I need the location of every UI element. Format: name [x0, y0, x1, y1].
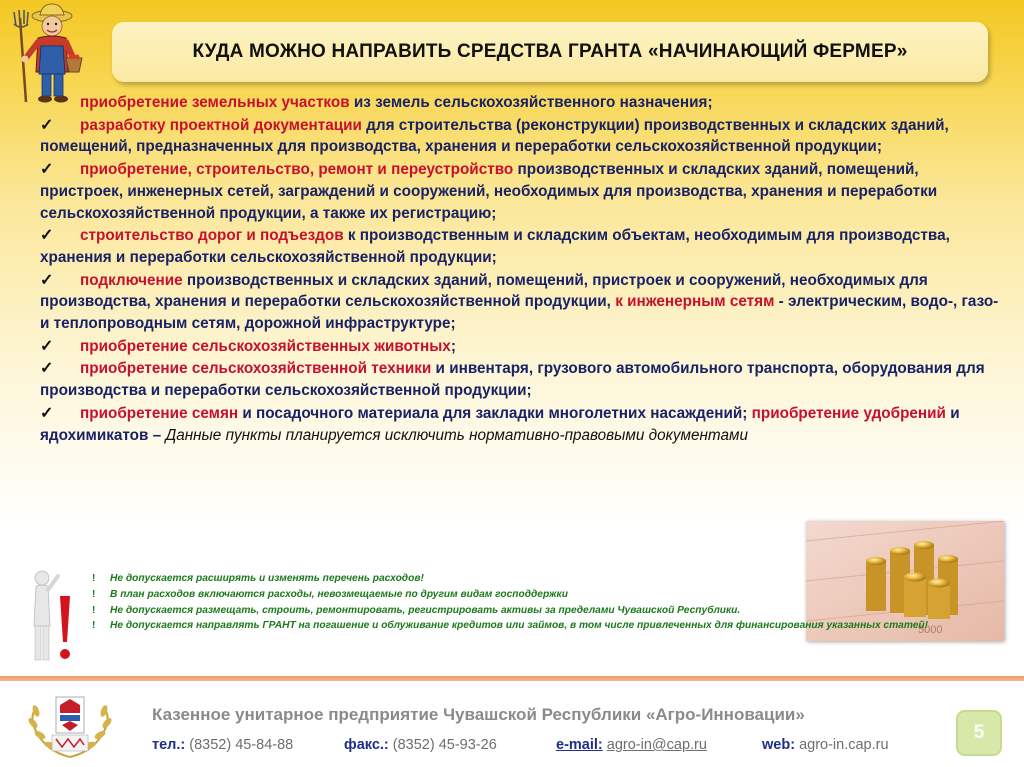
- list-item-text: к производственным и складским объектам, необходимым для производства, хранения и переработки сельскохозяйственной продукции;: [40, 227, 950, 266]
- phone-label: тел.:: [152, 737, 186, 753]
- web-group[interactable]: [762, 737, 889, 753]
- list-item-text: производственных и складских зданий, помещений, пристроек и сооружений, необходимых для производства, хранения и переработки сельскохозяйственной продукции,: [40, 271, 928, 311]
- fax-label: факс.:: [344, 737, 389, 753]
- highlight-text: к инженерным сетям: [615, 293, 775, 311]
- warning-text: Не допускается размещать, строить, ремонтировать, регистрировать активы за пределами Чувашской Республики.: [110, 604, 741, 616]
- warning-item: [92, 587, 1002, 603]
- fax-group: [344, 737, 497, 753]
- farmer-illustration: [8, 2, 84, 104]
- checkmark-icon: ✓: [40, 227, 54, 245]
- agro-innovations-logo-icon: [16, 691, 124, 761]
- warning-mark: !: [92, 573, 96, 584]
- warnings-list: [92, 571, 1002, 634]
- warning-mark: !: [92, 620, 96, 632]
- phone-value: (8352) 45-84-88: [189, 737, 294, 753]
- list-item: [40, 92, 1000, 114]
- highlight-text: подключение: [80, 271, 183, 289]
- list-item-text: для строительства (реконструкции) производственных и складских зданий, помещений, предназначенных для производства, хранения и переработки сельскохозяйственной продукции;: [40, 116, 949, 156]
- highlight-text: приобретение удобрений: [751, 404, 946, 422]
- fax-value: (8352) 45-93-26: [392, 737, 497, 753]
- checkmark-icon: ✓: [40, 161, 54, 179]
- list-item-text: и ядохимикатов –: [40, 404, 960, 444]
- warning-item: [92, 603, 1002, 619]
- slide-title: КУДА МОЖНО НАПРАВИТЬ СРЕДСТВА ГРАНТА «НАЧИНАЮЩИЙ ФЕРМЕР»: [192, 41, 908, 62]
- email-group[interactable]: [556, 737, 707, 753]
- phone-group: [152, 737, 293, 753]
- organization-name: Казенное унитарное предприятие Чувашской Республики «Агро-Инновации»: [152, 705, 805, 724]
- warning-figure-icon: [28, 568, 76, 668]
- highlight-text: приобретение земельных участков: [80, 94, 350, 111]
- email-link[interactable]: agro-in@cap.ru: [606, 737, 707, 753]
- warning-mark: !: [92, 588, 96, 600]
- list-item: [40, 358, 1000, 401]
- email-label[interactable]: e-mail:: [556, 737, 603, 753]
- list-item: [40, 270, 1000, 335]
- checkmark-icon: ✓: [40, 271, 54, 289]
- checkmark-icon: ✓: [40, 116, 54, 134]
- checkmark-icon: ✓: [40, 360, 54, 378]
- title-box: [112, 22, 988, 82]
- checkmark-icon: ✓: [40, 337, 54, 355]
- highlight-text: приобретение, строительство, ремонт и переустройство: [80, 161, 514, 179]
- warning-item: [92, 618, 1002, 634]
- list-item-text: - электрическим, водо-, газо- и теплопроводным сетям, дорожной инфраструктуре;: [40, 293, 999, 333]
- checkmark-icon: ✓: [40, 404, 54, 422]
- highlight-text: приобретение семян: [80, 404, 239, 422]
- list-item-text: из земель сельскохозяйственного назначения;: [349, 94, 713, 111]
- page-number: 5: [956, 710, 1002, 756]
- list-item: [40, 336, 1000, 358]
- warning-text: В план расходов включаются расходы, невозмещаемые по другим видам господдержки: [110, 588, 568, 600]
- list-item: [40, 225, 1000, 268]
- warning-mark: !: [92, 604, 96, 616]
- money-note-text: 5000: [918, 624, 943, 636]
- highlight-text: приобретение сельскохозяйственной техники: [80, 360, 432, 378]
- warning-text: Не допускается расширять и изменять перечень расходов!: [110, 573, 424, 584]
- list-item: [40, 159, 1000, 224]
- web-link[interactable]: agro-in.cap.ru: [799, 737, 889, 753]
- list-item-text: и посадочного материала для закладки многолетних насаждений;: [238, 404, 752, 422]
- highlight-text: приобретение сельскохозяйственных животных: [80, 337, 451, 355]
- list-item-text: Данные пункты планируется исключить нормативно-правовыми документами: [165, 426, 748, 444]
- list-item: [40, 115, 1000, 158]
- warning-item: [92, 571, 1002, 587]
- list-item-text: производственных и складских зданий, помещений, пристроек, инженерных сетей, заграждений и сооружений, необходимых для производства, хранения и переработки сельскохозяйственной продукции, а также их регистрацию;: [40, 161, 938, 222]
- list-item-text: и инвентаря, грузового автомобильного транспорта, оборудования для производства и переработки сельскохозяйственной продукции;: [40, 360, 985, 400]
- highlight-text: строительство дорог и подъездов: [80, 227, 344, 245]
- warning-text: Не допускается направлять ГРАНТ на погашение и облуживание кредитов или займов, в том числе привлеченных для финансирования указанных статей!: [110, 620, 929, 632]
- list-item: [40, 403, 1000, 446]
- grant-usage-list: [40, 92, 1000, 447]
- list-item-text: ;: [450, 337, 456, 355]
- highlight-text: разработку проектной документации: [80, 116, 362, 134]
- web-label: web:: [762, 737, 796, 753]
